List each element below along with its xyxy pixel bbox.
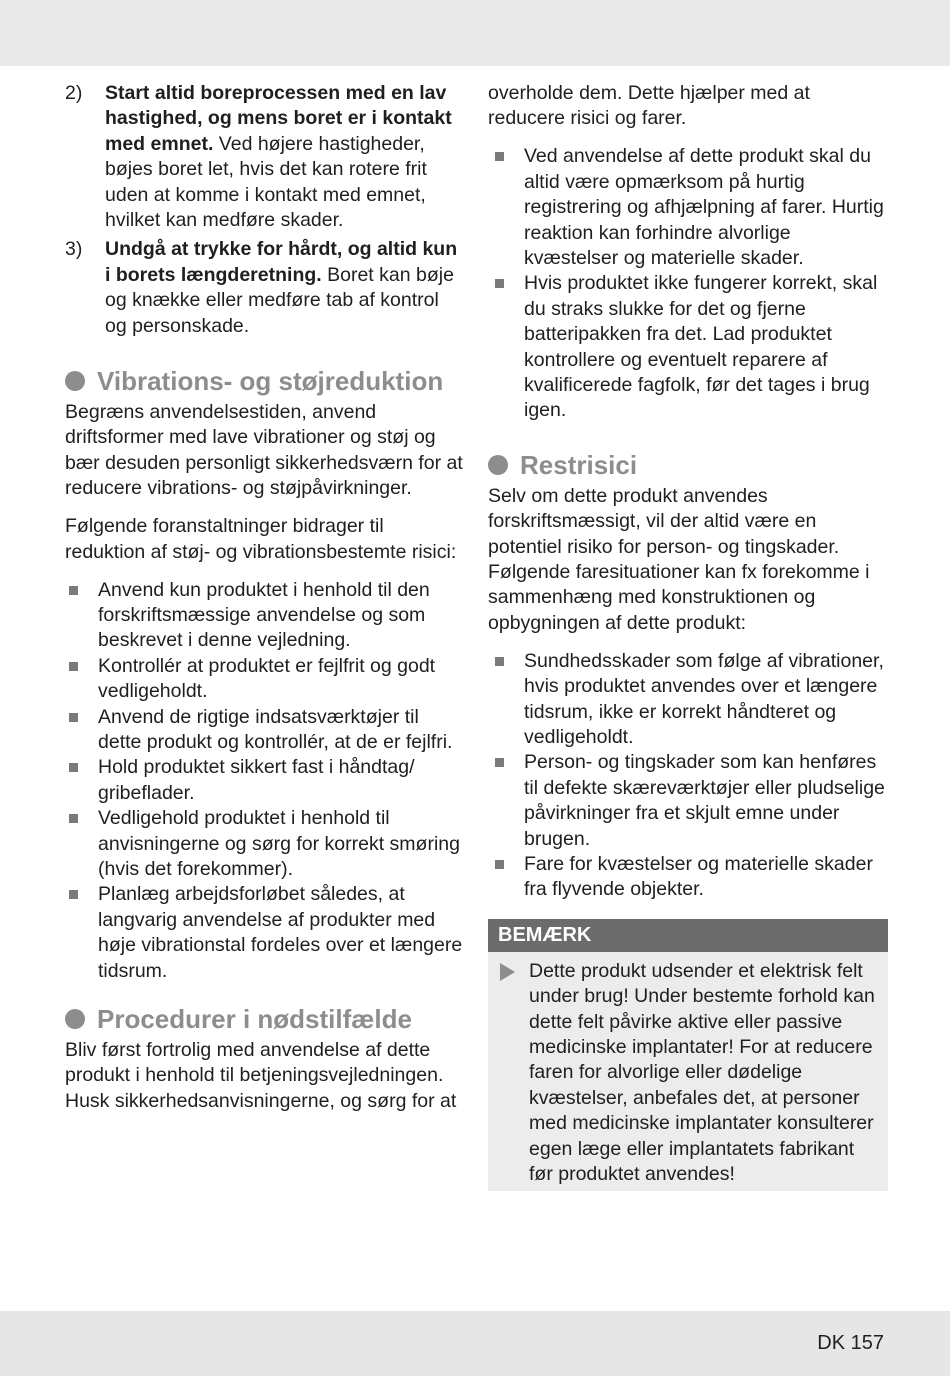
list-item: Sundhedsskader som følge af vibrationer, hvis produktet anvendes over et længere tidsrum, ikke er korrekt håndteret og vedligeholdt. [491,649,888,751]
section-heading-vibration [65,366,465,396]
item-bold-text: Undgå at trykke for hårdt, og altid kun i borets længderetning. [105,238,458,286]
page-number: DK 157 [817,1332,884,1354]
square-bullet-icon [491,852,524,903]
note-title: BEMÆRK [488,919,888,952]
list-item: Anvend de rigtige indsatsværktøjer til dette produkt og kontrollér, at de er fejlfri. [65,705,465,756]
list-item: Ved anvendelse af dette produkt skal du altid være opmærksom på hurtig registrering og afhjælpning af farer. Hurtig reaktion kan forhindre alvorlige kvæstelser og materielle skader. [491,144,888,271]
arrow-right-icon [498,959,529,1188]
paragraph: Bliv først fortrolig med anvendelse af dette produkt i henhold til betjeningsvejledningen. Husk sikkerhedsanvisningerne, og sørg for at [65,1039,457,1112]
right-column [488,81,888,1191]
bullet-list [491,649,888,903]
section-heading-residual-risks [488,450,888,480]
square-bullet-icon [491,144,524,271]
paragraph: overholde dem. Dette hjælper med at reducere risici og farer. [488,82,810,130]
section-heading-emergency [65,1004,465,1034]
bullet-circle-icon [488,455,508,475]
list-item: Kontrollér at produktet er fejlfrit og godt vedligeholdt. [65,654,465,705]
square-bullet-icon [65,806,98,882]
square-bullet-icon [491,750,524,852]
paragraph: Følgende foranstaltninger bidrager til reduktion af støj- og vibrationsbestemte risici: [65,515,457,563]
note-box [488,919,888,1192]
bullet-list [65,578,465,985]
square-bullet-icon [491,649,524,751]
square-bullet-icon [65,654,98,705]
square-bullet-icon [65,755,98,806]
numbered-item [65,237,465,339]
note-text: Dette produkt udsender et elektrisk felt under brug! Under bestemte forhold kan dette felt påvirke aktive eller passive medicinske implantater! For at reducere faren for alvorlige eller dødelige kvæstelser, anbefales det, at personer med medicinske implantater konsulterer egen læge eller implantatets fabrikant før produktet anvendes! [529,959,875,1186]
list-item: Anvend kun produktet i henhold til den forskriftsmæssige anvendelse og som beskrevet i denne vejledning. [65,578,465,654]
paragraph: Begræns anvendelsestiden, anvend driftsformer med lave vibrationer og støj og bær desuden personligt sikkerhedsværn for at reducere vibrations- og støjpåvirkninger. [65,401,463,500]
numbered-item [65,81,465,233]
item-number: 3) [65,238,83,261]
item-number: 2) [65,82,83,104]
page-header-band [0,0,950,66]
square-bullet-icon [491,271,524,423]
heading-text: Procedurer i nødstilfælde [97,1004,412,1034]
paragraph: Selv om dette produkt anvendes forskriftsmæssigt, vil der altid være en potentiel risiko for person- og tingskader. Følgende faresituationer kan fx forekomme i sammenhæng med konstruktionen og opbygningen af dette produkt: [488,484,870,634]
item-text: Boret kan bøje og knække eller medføre tab af kontrol og personskade. [105,263,454,337]
square-bullet-icon [65,882,98,984]
bullet-circle-icon [65,371,85,391]
item-text: Ved højere hastigheder, bøjes boret let, hvis det kan rotere frit uden at komme i kontakt med emnet, hvilket kan medføre skader. [105,132,427,232]
list-item: Person- og tingskader som kan henføres til defekte skæreværktøjer eller pludselige påvirkninger fra et skjult emne under brugen. [491,750,888,852]
square-bullet-icon [65,578,98,654]
list-item: Vedligehold produktet i henhold til anvisningerne og sørg for korrekt smøring (hvis det forekommer). [65,806,465,882]
list-item: Hvis produktet ikke fungerer korrekt, skal du straks slukke for det og fjerne batteripakken fra det. Lad produktet kontrollere og eventuelt reparere af kvalificerede fagfolk, før det tages i brug igen. [491,271,888,423]
heading-text: Restrisici [520,449,638,480]
list-item: Fare for kvæstelser og materielle skader fra flyvende objekter. [491,852,888,903]
list-item: Planlæg arbejdsforløbet således, at langvarig anvendelse af produkter med høje vibrationstal fordeles over et længere tidsrum. [65,882,465,984]
square-bullet-icon [65,705,98,756]
bullet-circle-icon [65,1009,85,1029]
bullet-list [491,144,888,423]
list-item: Hold produktet sikkert fast i håndtag/ gribeflader. [65,755,465,806]
page-footer-band [0,1311,950,1376]
left-column [65,81,465,1114]
heading-text: Vibrations- og støjreduktion [97,366,444,397]
item-bold-text: Start altid boreprocessen med en lav hastighed, og mens boret er i kontakt med emnet. [105,82,452,155]
